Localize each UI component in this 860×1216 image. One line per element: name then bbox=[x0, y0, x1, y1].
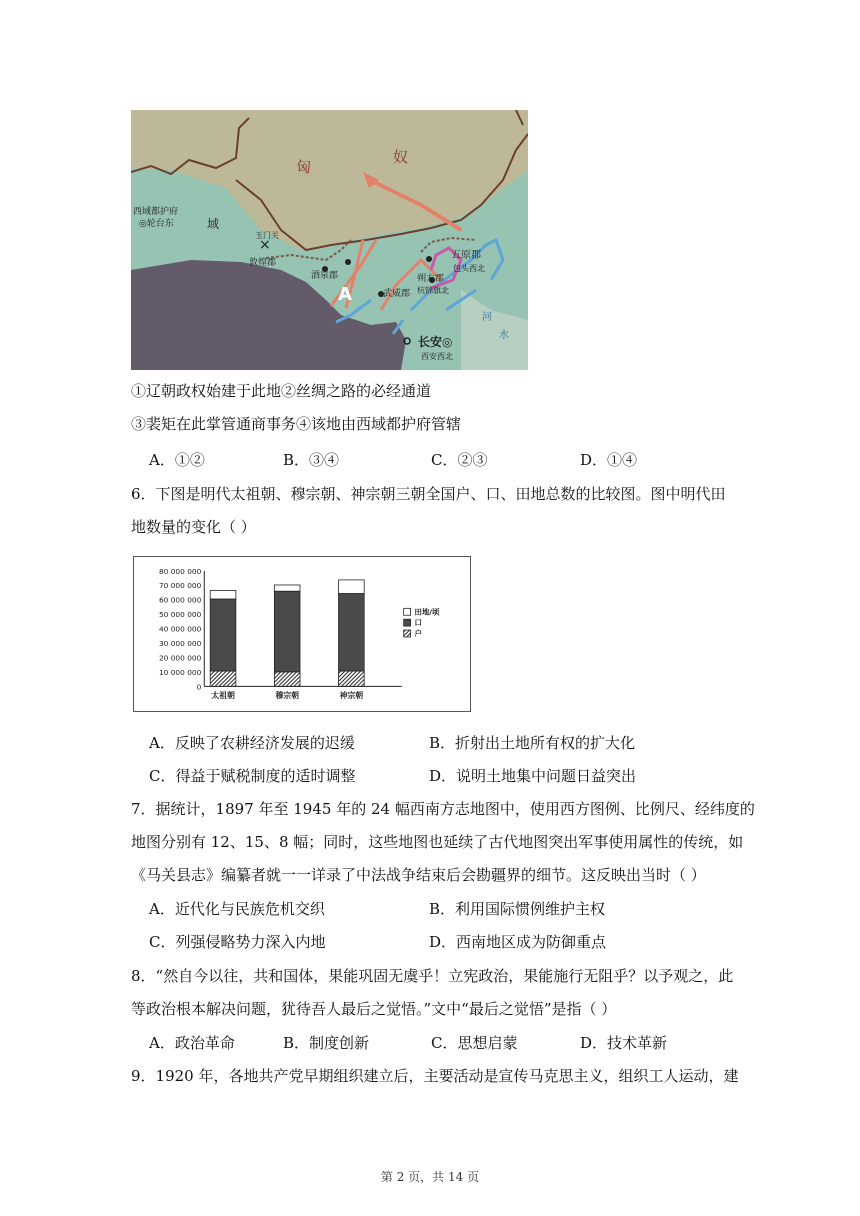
map-label-a: A bbox=[338, 284, 352, 305]
map-label-xian: 西安西北 bbox=[421, 352, 453, 361]
q7-option-a: A．近代化与民族危机交织 bbox=[149, 900, 325, 918]
q6-stem-line-2: 地数量的变化（ ） bbox=[131, 518, 256, 536]
map-label-duhufu: 西域都护府 bbox=[133, 207, 179, 217]
q6-option-d: D．说明土地集中问题日益突出 bbox=[429, 767, 637, 785]
map-label-yumenguan: 玉门关 bbox=[255, 231, 279, 240]
q7-option-b: B．利用国际惯例维护主权 bbox=[429, 900, 606, 918]
q5-option-d: D．①④ bbox=[580, 451, 638, 469]
map-label-wuyuan: 五原郡 bbox=[451, 250, 481, 261]
q5-option-b: B．③④ bbox=[283, 451, 340, 469]
q8-option-c: C．思想启蒙 bbox=[431, 1034, 518, 1052]
bar-segment bbox=[274, 585, 300, 591]
q8-line-1: 8．“然自今以往，共和国体，果能巩固无虞乎！立宪政治，果能施行无阻乎？以予观之，此 bbox=[131, 967, 734, 985]
q5-option-c: C．②③ bbox=[431, 451, 488, 469]
y-axis-ticks bbox=[159, 567, 202, 692]
bar-segment bbox=[339, 671, 365, 686]
y-tick-label: 20 000 000 bbox=[158, 653, 202, 663]
x-axis-ticks bbox=[211, 690, 363, 700]
legend-swatch bbox=[404, 630, 411, 637]
map-image bbox=[131, 110, 528, 370]
legend-label: 田地/顷 bbox=[414, 607, 440, 617]
map-label-hangjin: 杭锦旗北 bbox=[417, 286, 449, 295]
y-tick-label: 70 000 000 bbox=[158, 581, 202, 591]
q6-stem-line-1: 6．下图是明代太祖朝、穆宗朝、神宗朝三朝全国户、口、田地总数的比较图。图中明代田 bbox=[131, 485, 726, 503]
q6-option-a: A．反映了农耕经济发展的迟缓 bbox=[149, 734, 355, 752]
q8-option-d: D．技术革新 bbox=[580, 1034, 668, 1052]
map-label-luntai: ◎轮台东 bbox=[139, 219, 174, 229]
bar-segment bbox=[339, 580, 365, 594]
bar-segment bbox=[339, 593, 365, 671]
map-label-changan: 长安◎ bbox=[418, 335, 453, 349]
q7-option-c: C．列强侵略势力深入内地 bbox=[149, 933, 326, 951]
q5-statement-2: ③裴矩在此掌管通商事务④该地由西域都护府管辖 bbox=[131, 415, 462, 433]
y-tick-label: 60 000 000 bbox=[158, 595, 202, 605]
q8-line-2: 等政治根本解决问题，犹待吾人最后之觉悟。”文中“最后之觉悟”是指（ ） bbox=[131, 1000, 617, 1018]
bar-segment bbox=[210, 671, 236, 686]
bar-segment bbox=[274, 672, 300, 686]
q8-option-a: A．政治革命 bbox=[149, 1034, 235, 1052]
y-tick-label: 50 000 000 bbox=[158, 610, 202, 620]
q6-option-c: C．得益于赋税制度的适时调整 bbox=[149, 767, 356, 785]
y-tick-label: 0 bbox=[196, 682, 202, 692]
bar-chart bbox=[133, 556, 471, 712]
map-label-xiongnu-2: 奴 bbox=[393, 148, 409, 166]
q7-line-2: 地图分别有 12、15、8 幅；同时，这些地图也延续了古代地图突出军事使用属性的传统，如 bbox=[131, 833, 744, 851]
y-tick-label: 10 000 000 bbox=[158, 667, 202, 677]
map-label-he: 河 bbox=[482, 312, 492, 323]
legend-swatch bbox=[404, 619, 411, 626]
svg-text:×: × bbox=[259, 237, 271, 253]
legend bbox=[404, 607, 440, 638]
map-label-shui: 水 bbox=[499, 330, 509, 341]
x-tick-label: 神宗朝 bbox=[339, 691, 364, 701]
bars bbox=[210, 580, 364, 686]
map-label-yu: 域 bbox=[207, 217, 220, 231]
y-tick-label: 80 000 000 bbox=[158, 566, 202, 576]
map-label-xiongnu-1: 匈 bbox=[296, 158, 312, 176]
q6-option-b: B．折射出土地所有权的扩大化 bbox=[429, 734, 636, 752]
q9-line-1: 9．1920 年，各地共产党早期组织建立后，主要活动是宣传马克思主义，组织工人运动，建 bbox=[131, 1067, 739, 1085]
map-label-dunhuang: 敦煌郡 bbox=[249, 258, 277, 268]
legend-label: 户 bbox=[414, 628, 422, 638]
legend-label: 口 bbox=[414, 618, 422, 628]
y-tick-label: 30 000 000 bbox=[158, 638, 202, 648]
q7-line-1: 7．据统计，1897 年至 1945 年的 24 幅西南方志地图中，使用西方图例、比例尺、经纬度的 bbox=[131, 800, 755, 818]
bar-segment bbox=[274, 591, 300, 672]
map-label-baotou: 包头西北 bbox=[453, 264, 485, 273]
x-tick-label: 太祖朝 bbox=[211, 691, 235, 701]
bar-segment bbox=[210, 599, 236, 671]
x-tick-label: 穆宗朝 bbox=[275, 691, 300, 701]
bar-segment bbox=[210, 590, 236, 599]
q5-option-a: A．①② bbox=[149, 451, 205, 469]
q5-statement-1: ①辽朝政权始建于此地②丝绸之路的必经通道 bbox=[131, 382, 432, 400]
y-tick-label: 40 000 000 bbox=[158, 624, 202, 634]
map-label-wuwei: 武威郡 bbox=[383, 289, 411, 299]
q8-option-b: B．制度创新 bbox=[283, 1034, 370, 1052]
legend-swatch bbox=[404, 608, 411, 615]
map-label-jiuquan: 酒泉郡 bbox=[311, 271, 339, 281]
q7-line-3: 《马关县志》编纂者就一一详录了中法战争结束后会勘疆界的细节。这反映出当时（ ） bbox=[131, 866, 706, 884]
q7-option-d: D．西南地区成为防御重点 bbox=[429, 933, 607, 951]
page-footer: 第 2 页，共 14 页 bbox=[380, 1170, 480, 1184]
map-label-shuofang: 朔方郡 bbox=[417, 274, 445, 284]
